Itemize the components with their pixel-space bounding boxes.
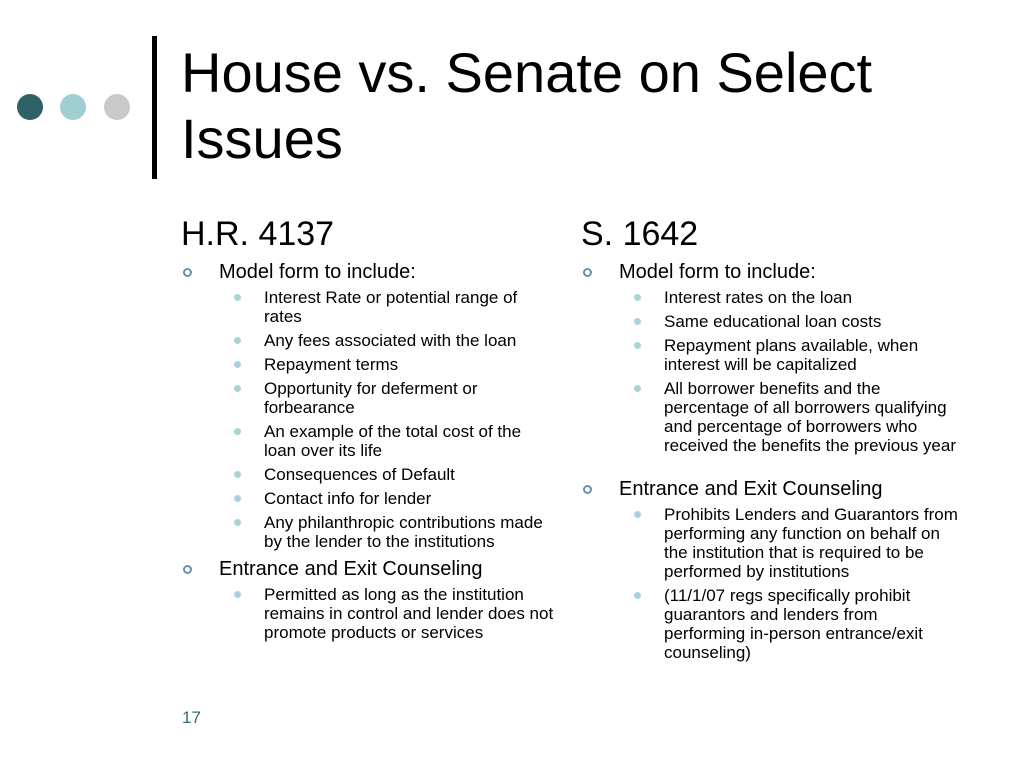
sub-bullet-item: Consequences of Default <box>219 465 556 484</box>
column-s-1642 <box>581 214 961 668</box>
bullet-model-form-left <box>181 260 556 551</box>
sub-bullet-list <box>619 505 961 662</box>
column-hr-4137 <box>181 214 556 648</box>
bullet-text: Entrance and Exit Counseling <box>219 558 483 580</box>
sub-bullet-item: Prohibits Lenders and Guarantors from performing any function on behalf on the institution that is required to be performed by institutions <box>619 505 961 581</box>
slide-title: House vs. Senate on Select Issues <box>181 41 873 170</box>
sub-bullet-list <box>619 288 961 455</box>
decorative-dot-gray <box>104 94 130 120</box>
decorative-dot-teal <box>60 94 86 120</box>
title-divider-bar <box>152 36 157 179</box>
sub-bullet-item: Same educational loan costs <box>619 312 961 331</box>
bullet-model-form-right <box>581 260 961 455</box>
sub-bullet-item: Permitted as long as the institution remains in control and lender does not promote products or services <box>219 585 556 642</box>
sub-bullet-list <box>219 288 556 551</box>
sub-bullet-item: Any philanthropic contributions made by the lender to the institutions <box>219 513 556 551</box>
sub-bullet-item: Opportunity for deferment or forbearance <box>219 379 556 417</box>
sub-bullet-item: Contact info for lender <box>219 489 556 508</box>
sub-bullet-item: Repayment terms <box>219 355 556 374</box>
sub-bullet-item: (11/1/07 regs specifically prohibit guarantors and lenders from performing in-person entrance/exit counseling) <box>619 586 961 662</box>
sub-bullet-item: Interest rates on the loan <box>619 288 961 307</box>
sub-bullet-item: All borrower benefits and the percentage of all borrowers qualifying and percentage of borrowers who received the benefits the previous year <box>619 379 961 455</box>
sub-bullet-item: Interest Rate or potential range of rates <box>219 288 556 326</box>
sub-bullet-item: Repayment plans available, when interest will be capitalized <box>619 336 961 374</box>
bullet-text: Entrance and Exit Counseling <box>619 478 883 500</box>
slide-number: 17 <box>182 708 201 727</box>
column-heading-left: H.R. 4137 <box>181 215 335 253</box>
decorative-dot-dark <box>17 94 43 120</box>
bullet-counseling-left <box>181 557 556 642</box>
sub-bullet-list <box>219 585 556 642</box>
bullet-text: Model form to include: <box>219 261 416 283</box>
bullet-text: Model form to include: <box>619 261 816 283</box>
bullet-list-right <box>581 260 961 662</box>
sub-bullet-item: An example of the total cost of the loan over its life <box>219 422 556 460</box>
bullet-counseling-right <box>581 477 961 662</box>
sub-bullet-item: Any fees associated with the loan <box>219 331 556 350</box>
bullet-list-left <box>181 260 556 642</box>
column-heading-right: S. 1642 <box>581 215 699 253</box>
